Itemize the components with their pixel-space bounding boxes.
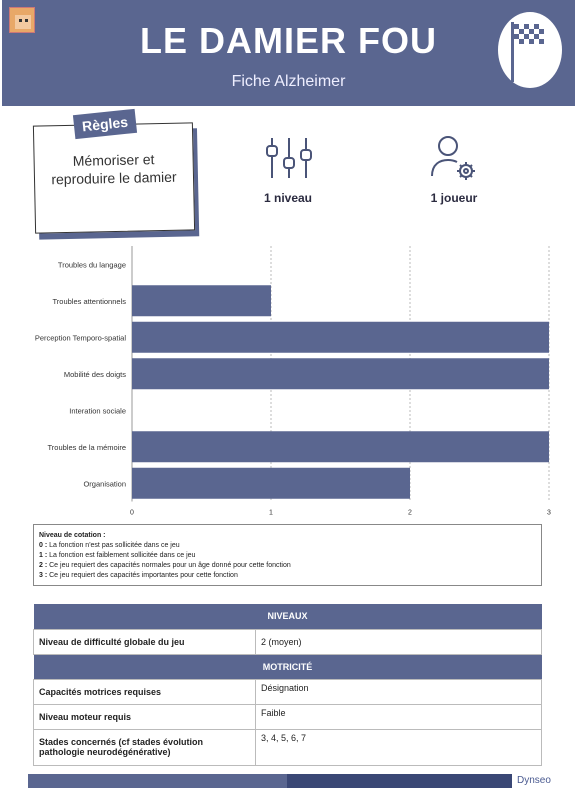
x-tick-label: 3 [547, 509, 551, 517]
rating-legend [33, 524, 542, 586]
players-count: 1 joueur [430, 191, 478, 205]
legend-title: Niveau de cotation : [39, 532, 106, 539]
stages-label: Stades concernés (cf stades évolution pathologie neurodégénérative) [34, 729, 256, 765]
bar [132, 285, 271, 316]
difficulty-label: Niveau de difficulté globale du jeu [34, 629, 256, 654]
category-label: Troubles de la mémoire [47, 442, 126, 452]
rules-card [33, 122, 195, 233]
bar [132, 322, 549, 353]
header-banner [2, 0, 575, 106]
functions-bar-chart [0, 240, 577, 520]
legend-item: 1 : La fonction est faiblement sollicitée dans ce jeu [39, 552, 196, 559]
rules-text: Mémoriser et reproduire le damier [51, 151, 177, 188]
levels-count: 1 niveau [263, 191, 313, 205]
info-table [33, 604, 542, 766]
x-tick-label: 2 [408, 509, 412, 517]
page-title: LE DAMIER FOU [140, 20, 437, 61]
section-header-niveaux: NIVEAUX [34, 604, 542, 629]
rules-tag: Règles [73, 109, 137, 139]
checkered-flag-icon [498, 12, 562, 88]
motor-level-value: Faible [256, 704, 542, 729]
motor-level-label: Niveau moteur requis [34, 704, 256, 729]
category-label: Troubles du langage [57, 260, 126, 270]
sliders-icon [264, 136, 314, 185]
motor-skills-value: Désignation [256, 679, 542, 704]
user-settings-icon [430, 134, 480, 189]
category-label: Organisation [83, 479, 126, 489]
legend-item: 2 : Ce jeu requiert des capacités normales pour un âge donné pour cette fonction [39, 562, 291, 569]
bar [132, 431, 549, 462]
category-label: Troubles attentionnels [52, 296, 126, 306]
legend-item: 0 : La fonction n'est pas sollicitée dans ce jeu [39, 542, 180, 549]
category-label: Mobilité des doigts [63, 369, 126, 379]
bar [132, 468, 410, 499]
section-header-motricite: MOTRICITÉ [34, 654, 542, 679]
stages-value: 3, 4, 5, 6, 7 [256, 729, 542, 765]
category-label: Interation sociale [69, 406, 126, 416]
motor-skills-label: Capacités motrices requises [34, 679, 256, 704]
page-subtitle: Fiche Alzheimer [231, 73, 346, 90]
x-tick-label: 0 [130, 509, 134, 517]
brand-logo: Dynseo [517, 775, 551, 786]
footer-bar [28, 774, 512, 788]
category-label: Perception Temporo-spatial [34, 333, 126, 343]
bar [132, 358, 549, 389]
legend-item: 3 : Ce jeu requiert des capacités importantes pour cette fonction [39, 572, 238, 579]
difficulty-value: 2 (moyen) [256, 629, 542, 654]
x-tick-label: 1 [269, 509, 273, 517]
